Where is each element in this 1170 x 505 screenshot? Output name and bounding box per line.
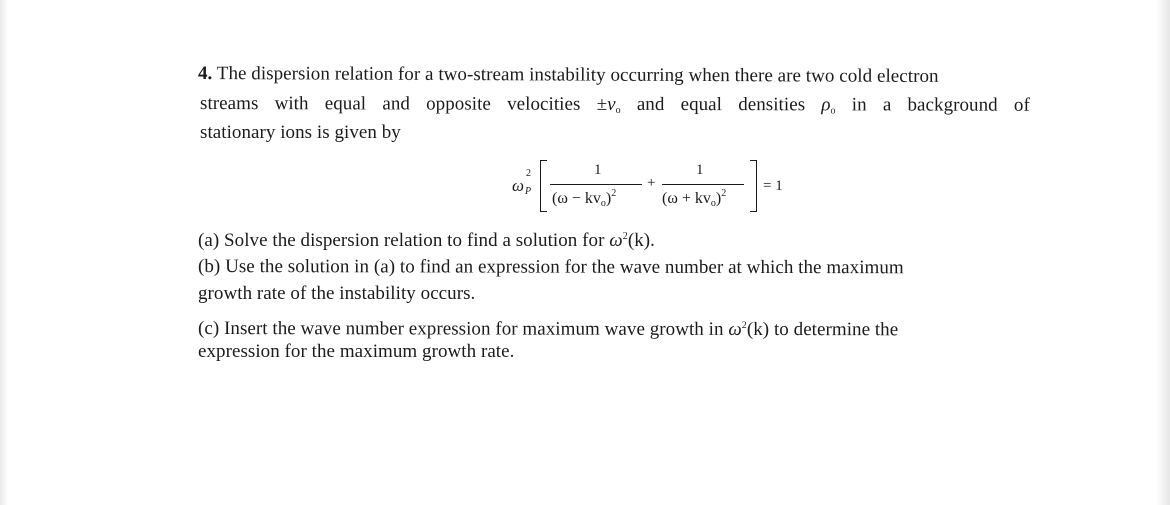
part-a: (a) Solve the dispersion relation to find a solution for $\omega^2(k)$. (198, 230, 655, 251)
word: opposite (426, 93, 491, 115)
equals-one: = 1 (763, 178, 783, 194)
omega-symbol: ω (728, 318, 742, 340)
question-intro-text: The dispersion relation for a two-stream instability occurring when there are two cold electron (216, 63, 939, 87)
omega-symbol: ω (512, 176, 525, 195)
fraction-1-numerator: 1 (594, 162, 602, 178)
plus-operator: + (647, 175, 656, 191)
left-bracket (540, 160, 547, 212)
right-bracket (750, 160, 757, 212)
question-intro-line-1 (198, 62, 939, 89)
velocity-symbol: ±vo (596, 93, 621, 116)
part-b-line-2: growth rate of the instability occurs. (198, 283, 476, 304)
word: background (907, 94, 998, 116)
word: and (636, 93, 665, 115)
question-intro-line-2 (200, 92, 1030, 124)
part-b-line-1: (b) Use the solution in (a) to find an expression for the wave number at which the maximum (197, 256, 904, 279)
fraction-1-denominator: (ω − kvo)$^2$ (552, 188, 617, 209)
question-intro-line-3: stationary ions is given by (200, 122, 401, 143)
word: streams (199, 93, 259, 115)
word: of (1013, 94, 1030, 116)
question-number: 4. (197, 63, 213, 85)
omega-symbol: ω (609, 230, 623, 251)
word: with (274, 93, 309, 115)
word: equal (324, 93, 367, 115)
part-c-line-2: expression for the maximum growth rate. (198, 341, 515, 362)
density-symbol: ρo (821, 94, 836, 117)
word: equal (680, 94, 723, 116)
word: a (882, 94, 892, 116)
word: in (851, 94, 867, 116)
fraction-1-bar (550, 184, 642, 185)
word: velocities (507, 93, 581, 115)
word: densities (738, 94, 806, 116)
part-c-line-1: (c) Insert the wave number expression for maximum wave growth in $\omega^2(k)$ to determine the (197, 318, 899, 341)
fraction-2-numerator: 1 (696, 162, 704, 178)
dispersion-equation (512, 158, 802, 218)
fraction-2-bar (662, 184, 744, 185)
subscript-p: P (525, 186, 532, 197)
fraction-2-denominator: (ω + kvo)$^2$ (662, 188, 727, 209)
word: and (382, 93, 410, 115)
superscript-2: 2 (526, 168, 531, 179)
